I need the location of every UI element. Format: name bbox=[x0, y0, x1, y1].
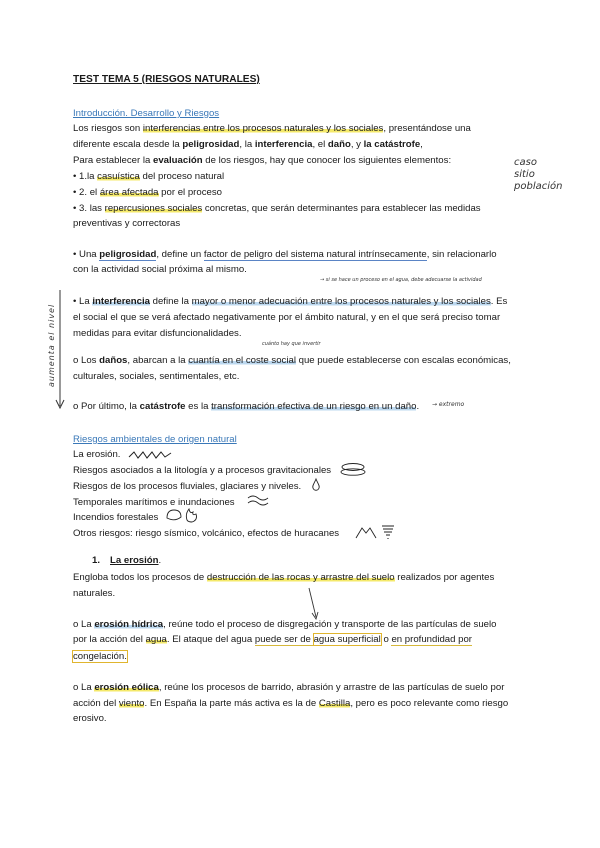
danos-line-1: o Los daños, abarcan a la cuantía en el coste social que puede establecerse con escalas económicas, bbox=[73, 355, 511, 366]
catastrofe-line: o Por último, la catástrofe es la transformación efectiva de un riesgo en un daño. bbox=[73, 401, 420, 412]
peligrosidad-line-1: • Una peligrosidad, define un factor de peligro del sistema natural intrínsecamente, sin relacionarlo bbox=[73, 249, 497, 260]
danos-line-2: culturales, sociales, sentimentales, etc. bbox=[73, 371, 240, 382]
document-title: TEST TEMA 5 (RIESGOS NATURALES) bbox=[73, 74, 260, 85]
handwritten-note-danos: cuánto hay que invertir bbox=[262, 341, 321, 347]
erosion-definition-line-2: naturales. bbox=[73, 588, 116, 599]
interferencia-line-1: • La interferencia define la mayor o menor adecuación entre los procesos naturales y los sociales. Es bbox=[73, 296, 508, 307]
waves-doodle-icon bbox=[247, 494, 271, 506]
element-list-item-3: • 3. las repercusiones sociales concretas, que serán determinantes para establecer las medidas bbox=[73, 203, 481, 214]
section-heading-introduction: Introducción. Desarrollo y Riesgos bbox=[73, 108, 220, 119]
riesgo-item-temporales: Temporales marítimos e inundaciones bbox=[73, 497, 235, 508]
water-drop-doodle-icon bbox=[311, 478, 321, 492]
riesgo-item-litologia: Riesgos asociados a la litología y a procesos gravitacionales bbox=[73, 465, 332, 476]
erosion-eolica-line-3: erosivo. bbox=[73, 713, 107, 724]
handwritten-vertical-note: aumenta el nivel bbox=[47, 303, 56, 387]
wavy-line-doodle-icon bbox=[129, 449, 173, 461]
erosion-eolica-line-2: acción del viento. En España la parte más activa es la de Castilla, pero es poco relevante como riesgo bbox=[73, 698, 509, 709]
pointer-arrow-doodle bbox=[307, 588, 321, 622]
riesgo-item-otros: Otros riesgos: riesgo sísmico, volcánico, efectos de huracanes bbox=[73, 528, 340, 539]
element-list-item-3-continuation: preventivas y correctoras bbox=[73, 218, 181, 229]
interferencia-line-3: medidas para evitar disfuncionalidades. bbox=[73, 328, 242, 339]
erosion-hidrica-line-1: o La erosión hídrica, reúne todo el proceso de disgregación y transporte de las partículas de suelo bbox=[73, 619, 497, 630]
peligrosidad-line-2: con la actividad social próxima al mismo. bbox=[73, 264, 247, 275]
rocks-doodle-icon bbox=[340, 462, 366, 476]
interferencia-line-2: el social el que se verá afectado negativamente por el ámbito natural, y en el que será preciso tomar bbox=[73, 312, 501, 323]
element-list-item-1: • 1.la casuística del proceso natural bbox=[73, 171, 225, 182]
riesgo-item-fluviales: Riesgos de los procesos fluviales, glaciares y niveles. bbox=[73, 481, 302, 492]
erosion-hidrica-line-2: por la acción del agua. El ataque del agua puede ser de agua superficial o en profundidad por bbox=[73, 634, 472, 645]
intro-paragraph-line-1: Los riesgos son interferencias entre los procesos naturales y los sociales, presentándose una bbox=[73, 123, 471, 134]
erosion-heading: 1. La erosión. bbox=[92, 555, 162, 566]
intro-paragraph-line-2: diferente escala desde la peligrosidad, la interferencia, el daño, y la catástrofe, bbox=[73, 139, 423, 150]
erosion-hidrica-line-3: congelación. bbox=[73, 651, 127, 662]
section-heading-riesgos: Riesgos ambientales de origen natural bbox=[73, 434, 237, 445]
volcano-tornado-doodle-icon bbox=[354, 523, 396, 541]
riesgo-item-erosion: La erosión. bbox=[73, 449, 121, 460]
handwritten-margin-list: caso sitio población bbox=[514, 157, 563, 192]
intro-paragraph-line-3: Para establecer la evaluación de los riesgos, hay que conocer los siguientes elementos: bbox=[73, 155, 452, 166]
element-list-item-2: • 2. el área afectada por el proceso bbox=[73, 187, 222, 198]
handwritten-note-interferencia: → si se hace un proceso en el agua, debe adecuarse la actividad bbox=[320, 277, 482, 283]
handwritten-note-catastrofe: → extremo bbox=[432, 401, 465, 408]
fire-tree-doodle-icon bbox=[165, 506, 201, 524]
erosion-definition-line-1: Engloba todos los procesos de destrucción de las rocas y arrastre del suelo realizados por agentes bbox=[73, 572, 495, 583]
riesgo-item-incendios: Incendios forestales bbox=[73, 512, 159, 523]
erosion-eolica-line-1: o La erosión eólica, reúne los procesos de barrido, abrasión y arrastre de las partículas de suelo por bbox=[73, 682, 505, 693]
